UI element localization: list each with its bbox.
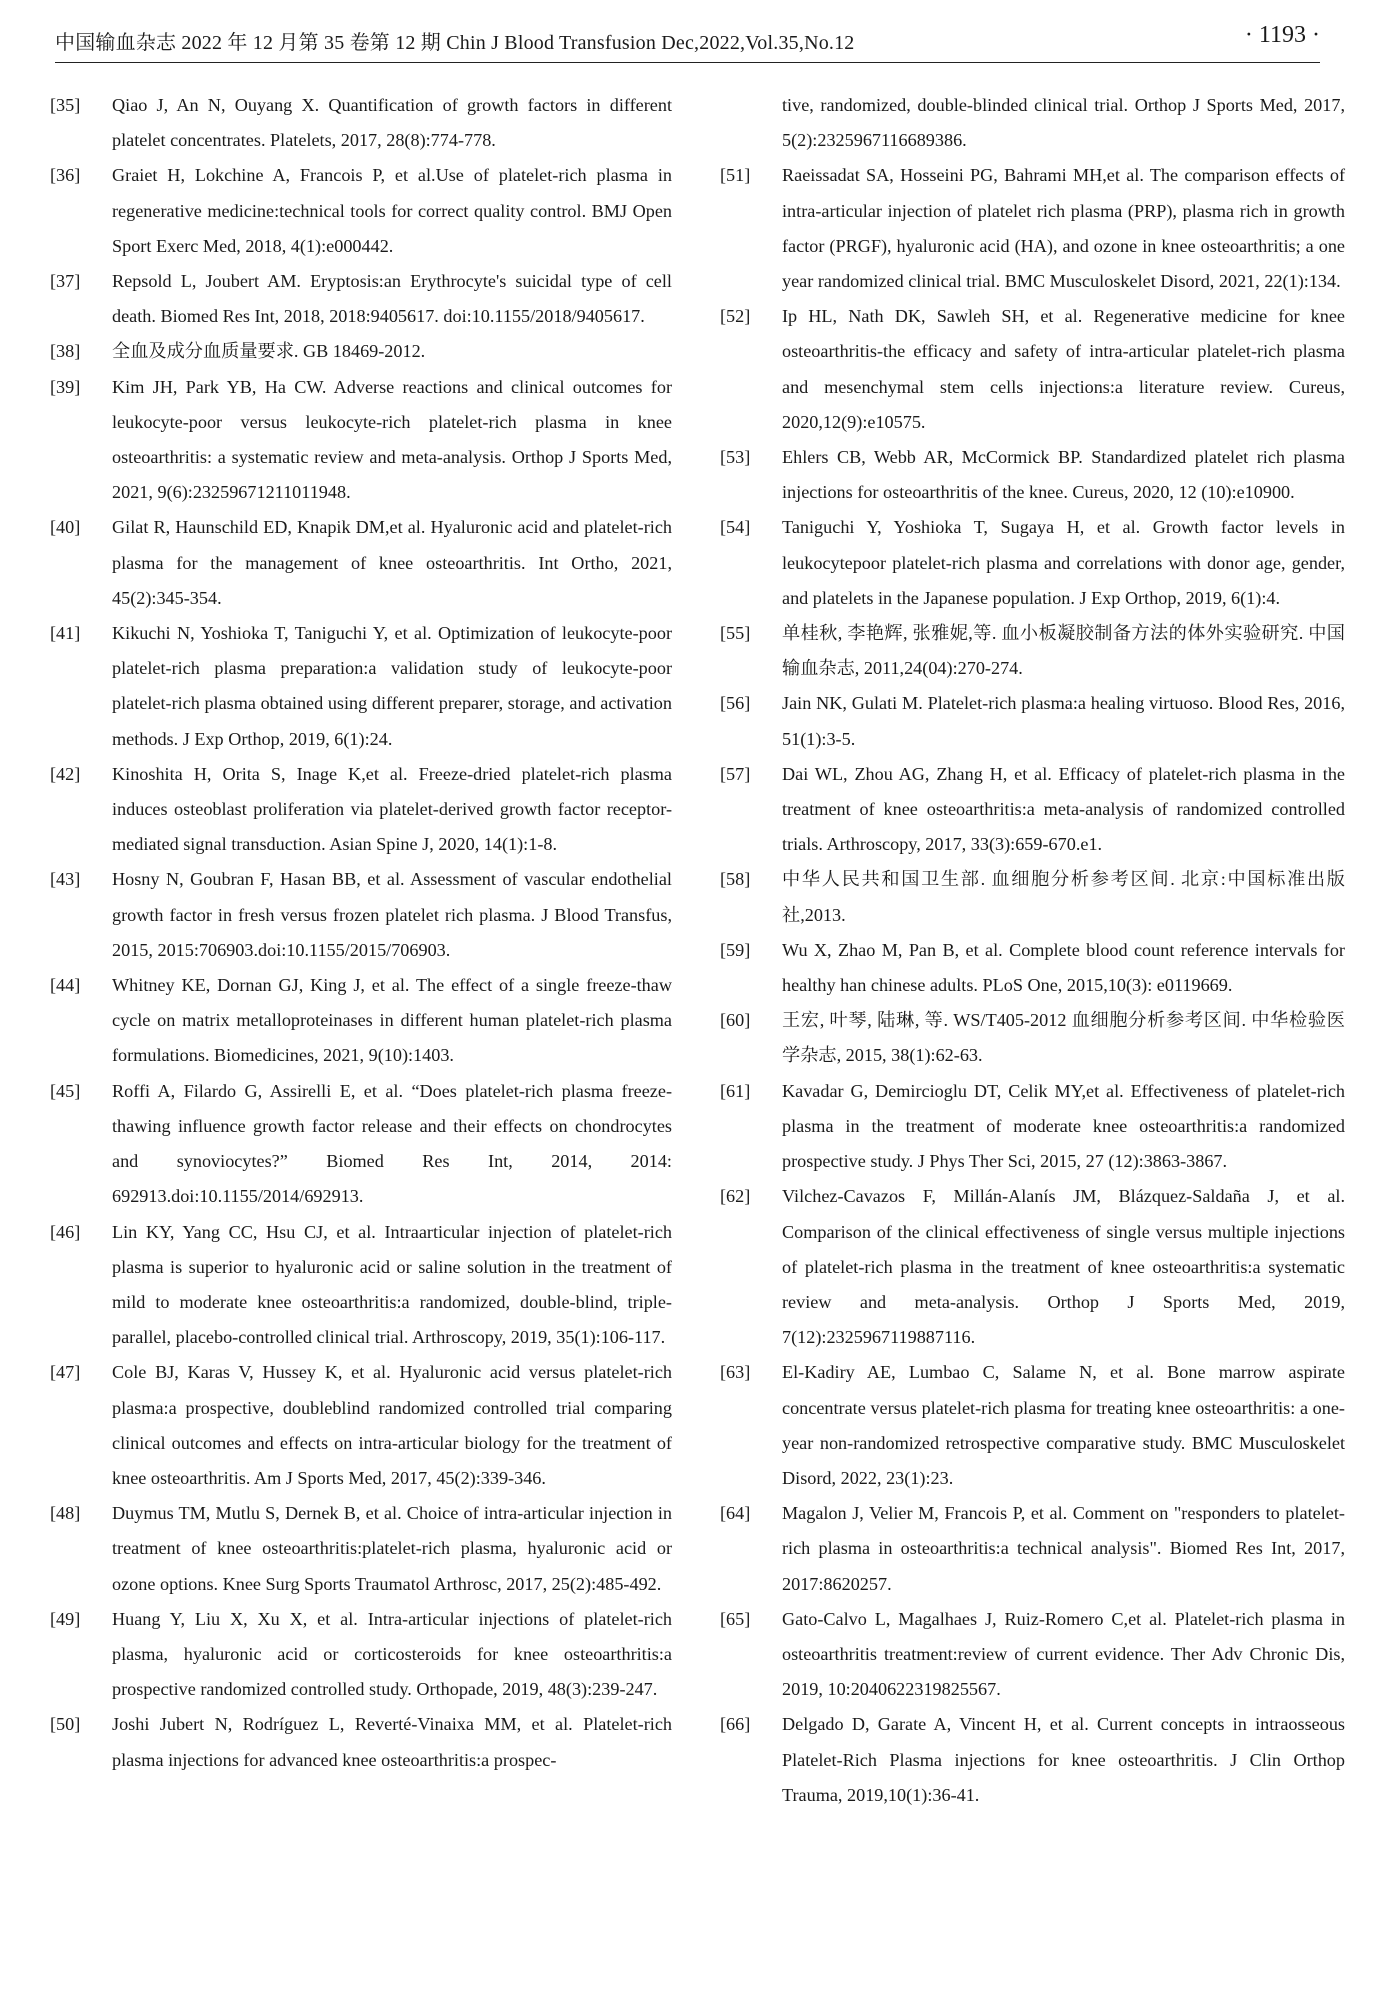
reference-number: [58]	[720, 869, 751, 890]
reference-item	[50, 510, 672, 616]
reference-item	[720, 862, 1345, 932]
reference-item	[720, 1602, 1345, 1708]
reference-item	[720, 1074, 1345, 1180]
running-header	[55, 22, 1320, 63]
reference-item	[720, 1355, 1345, 1496]
reference-item	[50, 616, 672, 757]
reference-item	[720, 616, 1345, 686]
reference-item	[50, 968, 672, 1074]
reference-text: Graiet H, Lokchine A, Francois P, et al.Use of platelet-rich plasma in regenerative medicine:technical tools for correct quality control. BMJ Open Sport Exerc Med, 2018, 4(1):e000442.	[112, 165, 672, 256]
reference-item	[720, 158, 1345, 299]
reference-item	[720, 757, 1345, 863]
reference-number: [47]	[50, 1362, 81, 1383]
reference-item	[720, 1496, 1345, 1602]
reference-text: Taniguchi Y, Yoshioka T, Sugaya H, et al. Growth factor levels in leukocytepoor platelet-rich plasma and correlations with donor age, gender, and platelets in the Japanese population. J Exp Orthop, 2019, 6(1):4.	[782, 517, 1345, 608]
reference-item	[720, 440, 1345, 510]
reference-item	[50, 1707, 672, 1777]
reference-number: [64]	[720, 1503, 751, 1524]
journal-citation-line: 中国输血杂志 2022 年 12 月第 35 卷第 12 期 Chin J Blood Transfusion Dec,2022,Vol.35,No.12	[55, 32, 855, 54]
reference-item	[720, 933, 1345, 1003]
reference-text: Lin KY, Yang CC, Hsu CJ, et al. Intraarticular injection of platelet-rich plasma is superior to hyaluronic acid or saline solution in the treatment of mild to moderate knee osteoarthritis:a randomized, double-blind, triple-parallel, placebo-controlled clinical trial. Arthroscopy, 2019, 35(1):106-117.	[112, 1221, 672, 1348]
reference-column-right	[720, 88, 1345, 1813]
reference-text: Ip HL, Nath DK, Sawleh SH, et al. Regenerative medicine for knee osteoarthritis-the efficacy and safety of intra-articular platelet-rich plasma and mesenchymal stem cells injections:a literature review. Cureus, 2020,12(9):e10575.	[782, 306, 1345, 432]
reference-item	[50, 88, 672, 158]
reference-text: Whitney KE, Dornan GJ, King J, et al. The effect of a single freeze-thaw cycle on matrix metalloproteinases in different human platelet-rich plasma formulations. Biomedicines, 2021, 9(10):1403.	[112, 975, 672, 1066]
page-number: · 1193 ·	[1244, 22, 1320, 48]
reference-number: [57]	[720, 763, 751, 784]
reference-number: [55]	[720, 623, 751, 644]
reference-text: Raeissadat SA, Hosseini PG, Bahrami MH,et al. The comparison effects of intra-articular injection of platelet rich plasma (PRP), plasma rich in growth factor (PRGF), hyaluronic acid (HA), and ozone in knee osteoarthritis; a one year randomized clinical trial. BMC Musculoskelet Disord, 2021, 22(1):134.	[782, 165, 1345, 292]
reference-text: Jain NK, Gulati M. Platelet-rich plasma:a healing virtuoso. Blood Res, 2016, 51(1):3-5.	[782, 693, 1345, 749]
reference-item	[50, 1215, 672, 1356]
reference-number: [41]	[50, 623, 81, 644]
reference-text: Vilchez-Cavazos F, Millán-Alanís JM, Blázquez-Saldaña J, et al. Comparison of the clinical effectiveness of single versus multiple injections of platelet-rich plasma in the treatment of knee osteoarthritis:a systematic review and meta-analysis. Orthop J Sports Med, 2019, 7(12):2325967119887116.	[782, 1186, 1345, 1348]
reference-number: [43]	[50, 869, 81, 890]
reference-number: [65]	[720, 1608, 751, 1629]
reference-item	[50, 1074, 672, 1215]
reference-text: Gato-Calvo L, Magalhaes J, Ruiz-Romero C,et al. Platelet-rich plasma in osteoarthritis treatment:review of current evidence. Ther Adv Chronic Dis, 2019, 10:2040622319825567.	[782, 1608, 1345, 1700]
reference-text: 中华人民共和国卫生部. 血细胞分析参考区间. 北京:中国标准出版社,2013.	[782, 869, 1345, 925]
reference-number: [62]	[720, 1186, 751, 1207]
reference-item	[720, 510, 1345, 616]
reference-text: Cole BJ, Karas V, Hussey K, et al. Hyaluronic acid versus platelet-rich plasma:a prospective, doubleblind randomized controlled trial comparing clinical outcomes and effects on intra-articular biology for the treatment of knee osteoarthritis. Am J Sports Med, 2017, 45(2):339-346.	[112, 1362, 672, 1488]
reference-text: Dai WL, Zhou AG, Zhang H, et al. Efficacy of platelet-rich plasma in the treatment of knee osteoarthritis:a meta-analysis of randomized controlled trials. Arthroscopy, 2017, 33(3):659-670.e1.	[782, 763, 1345, 855]
reference-number: [66]	[720, 1714, 751, 1735]
reference-number: [53]	[720, 447, 751, 468]
reference-text: 单桂秋, 李艳辉, 张雅妮,等. 血小板凝胶制备方法的体外实验研究. 中国输血杂志, 2011,24(04):270-274.	[782, 623, 1345, 679]
reference-column-left	[50, 88, 672, 1778]
reference-number: [36]	[50, 165, 81, 186]
reference-item	[720, 1003, 1345, 1073]
reference-number: [61]	[720, 1080, 751, 1101]
reference-text: Kinoshita H, Orita S, Inage K,et al. Freeze-dried platelet-rich plasma induces osteoblast proliferation via platelet-derived growth factor receptor-mediated signal transduction. Asian Spine J, 2020, 14(1):1-8.	[112, 763, 672, 855]
reference-number: [44]	[50, 975, 81, 996]
reference-item	[50, 1355, 672, 1496]
reference-number: [60]	[720, 1010, 751, 1031]
reference-text: Qiao J, An N, Ouyang X. Quantification of growth factors in different platelet concentrates. Platelets, 2017, 28(8):774-778.	[112, 95, 672, 151]
reference-item	[720, 1179, 1345, 1355]
reference-number: [39]	[50, 376, 81, 397]
reference-text: Huang Y, Liu X, Xu X, et al. Intra-articular injections of platelet-rich plasma, hyaluronic acid or corticosteroids for knee osteoarthritis:a prospective randomized controlled study. Orthopade, 2019, 48(3):239-247.	[112, 1608, 672, 1700]
reference-item	[50, 862, 672, 968]
reference-item	[720, 299, 1345, 440]
reference-number: [51]	[720, 165, 751, 186]
reference-text: Kavadar G, Demircioglu DT, Celik MY,et al. Effectiveness of platelet-rich plasma in the treatment of moderate knee osteoarthritis:a randomized prospective study. J Phys Ther Sci, 2015, 27 (12):3863-3867.	[782, 1080, 1345, 1172]
reference-number: [37]	[50, 271, 81, 292]
reference-number: [45]	[50, 1080, 81, 1101]
reference-number: [50]	[50, 1714, 81, 1735]
reference-text: Duymus TM, Mutlu S, Dernek B, et al. Choice of intra-articular injection in treatment of knee osteoarthritis:platelet-rich plasma, hyaluronic acid or ozone options. Knee Surg Sports Traumatol Arthrosc, 2017, 25(2):485-492.	[112, 1503, 672, 1594]
reference-number: [59]	[720, 939, 751, 960]
reference-text: Delgado D, Garate A, Vincent H, et al. Current concepts in intraosseous Platelet-Rich Plasma injections for knee osteoarthritis. J Clin Orthop Trauma, 2019,10(1):36-41.	[782, 1714, 1345, 1805]
reference-item	[720, 1707, 1345, 1813]
reference-item	[50, 1602, 672, 1708]
reference-text: El-Kadiry AE, Lumbao C, Salame N, et al. Bone marrow aspirate concentrate versus platelet-rich plasma for treating knee osteoarthritis: a one-year non-randomized retrospective comparative study. BMC Musculoskelet Disord, 2022, 23(1):23.	[782, 1362, 1345, 1488]
reference-number: [52]	[720, 306, 751, 327]
reference-item	[50, 334, 672, 369]
reference-item	[720, 686, 1345, 756]
reference-item	[50, 158, 672, 264]
reference-text: Roffi A, Filardo G, Assirelli E, et al. “Does platelet-rich plasma freeze-thawing influence growth factor release and their effects on chondrocytes and synoviocytes?” Biomed Res Int, 2014, 2014: 692913.doi:10.1155/2014/692913.	[112, 1080, 672, 1207]
reference-number: [40]	[50, 517, 81, 538]
reference-number: [35]	[50, 95, 81, 115]
reference-text: Ehlers CB, Webb AR, McCormick BP. Standardized platelet rich plasma injections for osteoarthritis of the knee. Cureus, 2020, 12 (10):e10900.	[782, 447, 1345, 503]
reference-text: Wu X, Zhao M, Pan B, et al. Complete blood count reference intervals for healthy han chinese adults. PLoS One, 2015,10(3): e0119669.	[782, 939, 1345, 996]
reference-text: 全血及成分血质量要求. GB 18469-2012.	[112, 341, 426, 362]
reference-number: [48]	[50, 1503, 81, 1524]
reference-text: Joshi Jubert N, Rodríguez L, Reverté-Vinaixa MM, et al. Platelet-rich plasma injections for advanced knee osteoarthritis:a prospec-	[112, 1714, 672, 1770]
reference-text: Repsold L, Joubert AM. Eryptosis:an Erythrocyte's suicidal type of cell death. Biomed Res Int, 2018, 2018:9405617. doi:10.1155/2018/9405617.	[112, 271, 672, 327]
reference-number: [46]	[50, 1221, 81, 1242]
reference-item	[50, 370, 672, 511]
reference-item	[50, 1496, 672, 1602]
reference-number: [56]	[720, 693, 751, 714]
reference-number: [42]	[50, 763, 81, 784]
reference-text: 王宏, 叶琴, 陆琳, 等. WS/T405-2012 血细胞分析参考区间. 中华检验医学杂志, 2015, 38(1):62-63.	[782, 1010, 1345, 1066]
reference-number: [38]	[50, 341, 81, 362]
reference-text: Kikuchi N, Yoshioka T, Taniguchi Y, et al. Optimization of leukocyte-poor platelet-rich plasma preparation:a validation study of leukocyte-poor platelet-rich plasma obtained using different preparer, storage, and activation methods. J Exp Orthop, 2019, 6(1):24.	[112, 623, 672, 749]
reference-text: Gilat R, Haunschild ED, Knapik DM,et al. Hyaluronic acid and platelet-rich plasma for the management of knee osteoarthritis. Int Ortho, 2021, 45(2):345-354.	[112, 517, 672, 608]
reference-continuation: tive, randomized, double-blinded clinical trial. Orthop J Sports Med, 2017, 5(2):2325967116689386.	[782, 95, 1345, 151]
reference-item	[50, 264, 672, 334]
reference-item	[50, 757, 672, 863]
reference-number: [63]	[720, 1362, 751, 1383]
reference-number: [49]	[50, 1608, 81, 1629]
reference-text: Hosny N, Goubran F, Hasan BB, et al. Assessment of vascular endothelial growth factor in fresh versus frozen platelet rich plasma. J Blood Transfus, 2015, 2015:706903.doi:10.1155/2015/706903.	[112, 869, 672, 960]
reference-text: Magalon J, Velier M, Francois P, et al. Comment on "responders to platelet-rich plasma in osteoarthritis:a technical analysis". Biomed Res Int, 2017, 2017:8620257.	[782, 1503, 1345, 1594]
reference-number: [54]	[720, 517, 751, 538]
reference-text: Kim JH, Park YB, Ha CW. Adverse reactions and clinical outcomes for leukocyte-poor versus leukocyte-rich platelet-rich plasma in knee osteoarthritis: a systematic review and meta-analysis. Orthop J Sports Med, 2021, 9(6):23259671211011948.	[112, 376, 672, 503]
